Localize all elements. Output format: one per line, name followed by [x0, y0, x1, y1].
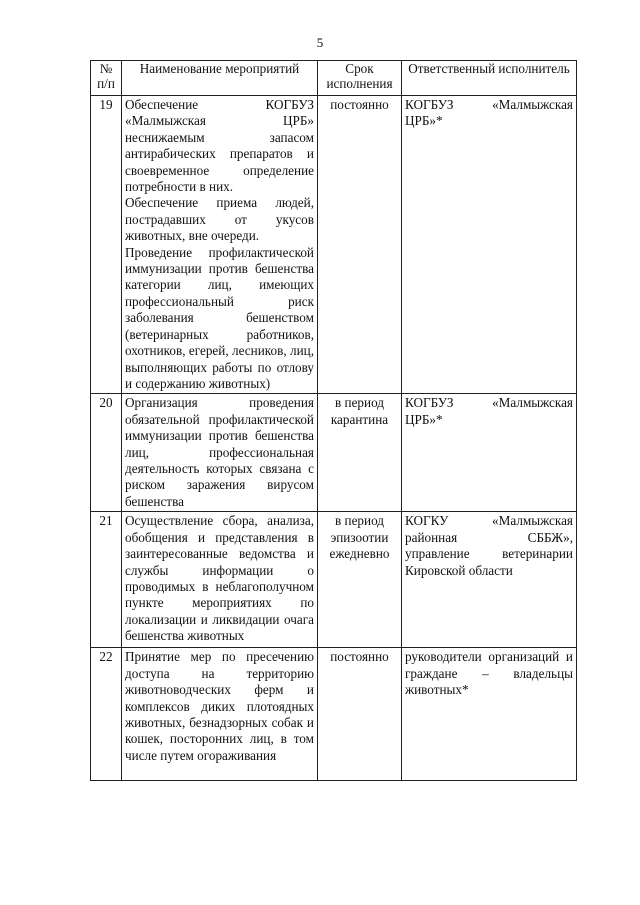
- measure-term: постоянно: [318, 96, 402, 394]
- measure-term: в период карантина: [318, 394, 402, 512]
- measure-term: в период эпизоотии ежедневно: [318, 512, 402, 648]
- row-number: 19: [91, 96, 122, 394]
- header-term: Срок исполнения: [318, 61, 402, 96]
- measure-responsible: КОГБУЗ «Малмыжская ЦРБ»*: [402, 96, 577, 394]
- measure-paragraph: Принятие мер по пресечению доступа на территорию животноводческих ферм и комплексов диких плотоядных животных, безнадзорных собак и кошек, посторонних лиц, в том числе путем огораживания: [125, 649, 314, 763]
- page-number: 5: [316, 35, 324, 50]
- measures-table: [90, 60, 577, 781]
- row-number: 22: [91, 648, 122, 781]
- measure-name: [122, 512, 318, 648]
- measure-term: постоянно: [318, 648, 402, 781]
- header-num: № п/п: [91, 61, 122, 96]
- measure-name: [122, 648, 318, 781]
- row-number: 21: [91, 512, 122, 648]
- measure-name: [122, 96, 318, 394]
- measure-responsible: руководители организаций и граждане – владельцы животных*: [402, 648, 577, 781]
- table-row: [91, 512, 577, 648]
- measure-name: [122, 394, 318, 512]
- measure-paragraph: Обеспечение КОГБУЗ «Малмыжская ЦРБ» неснижаемым запасом антирабических препаратов и своевременное определение потребности в них.: [125, 97, 314, 195]
- row-number: 20: [91, 394, 122, 512]
- measure-paragraph: Обеспечение приема людей, пострадавших от укусов животных, вне очереди.: [125, 195, 314, 244]
- table-row: [91, 394, 577, 512]
- header-name: Наименование мероприятий: [122, 61, 318, 96]
- table-row: [91, 648, 577, 781]
- header-resp: Ответственный исполнитель: [402, 61, 577, 96]
- table-row: [91, 96, 577, 394]
- measure-paragraph: Организация проведения обязательной профилактической иммунизации против бешенства лиц, профессиональная деятельность которых связана с риском заражения вирусом бешенства: [125, 395, 314, 509]
- measure-responsible: КОГБУЗ «Малмыжская ЦРБ»*: [402, 394, 577, 512]
- measure-paragraph: Осуществление сбора, анализа, обобщения и представления в заинтересованные ведомства и службы информации о проводимых в неблагополучном пункте мероприятиях по локализации и ликвидации очага бешенства животных: [125, 513, 314, 644]
- measure-responsible: КОГКУ «Малмыжская районная СББЖ», управление ветеринарии Кировской области: [402, 512, 577, 648]
- table-header-row: [91, 61, 577, 96]
- measure-paragraph: Проведение профилактической иммунизации против бешенства категории лиц, имеющих профессиональный риск заболевания бешенством (ветеринарных работников, охотников, егерей, лесников, лиц, выполняющих работы по отлову и содержанию животных): [125, 244, 314, 391]
